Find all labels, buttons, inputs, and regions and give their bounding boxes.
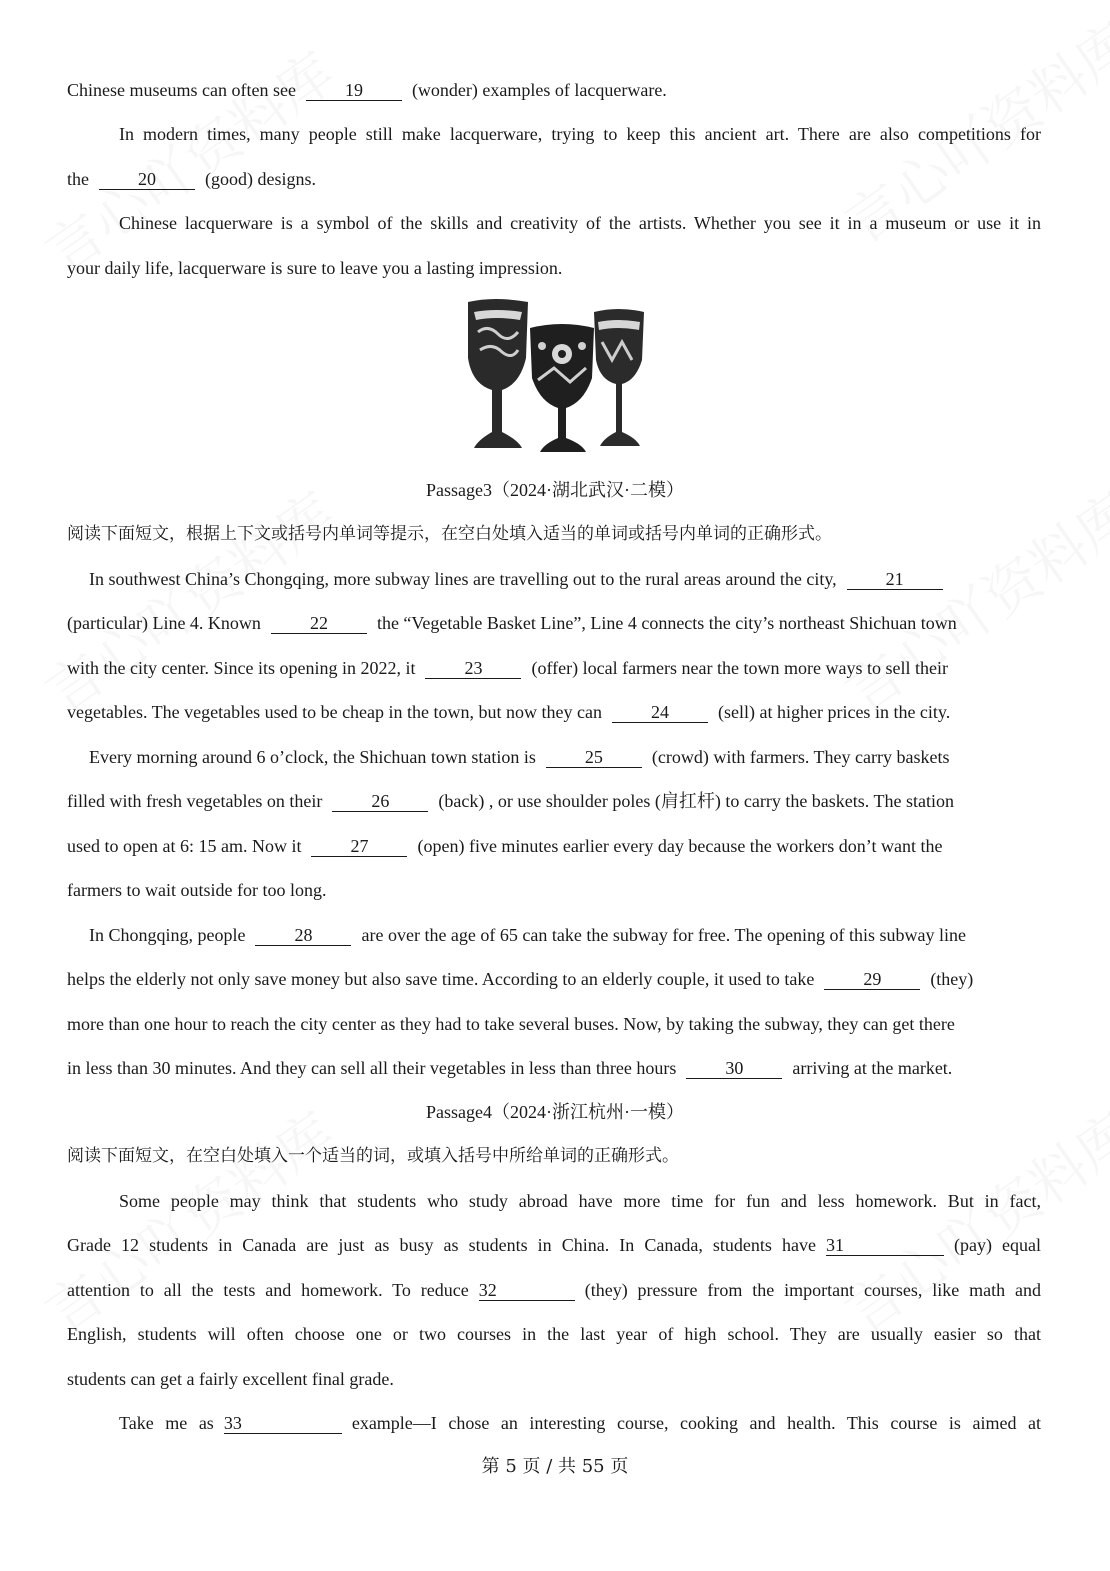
answer-blank-29[interactable]: 29	[824, 969, 920, 990]
answer-blank-20[interactable]: 20	[99, 169, 195, 190]
answer-blank-26[interactable]: 26	[332, 791, 428, 812]
answer-blank-27[interactable]: 27	[311, 836, 407, 857]
watermark	[827, 471, 1110, 729]
text-line: the 20 (good) designs.	[67, 169, 316, 189]
text-line: farmers to wait outside for too long.	[67, 880, 327, 900]
text-line: English, students will often choose one or two courses in the last year of high school. They are usually easier so that	[67, 1324, 1041, 1344]
lacquerware-goblets-image	[458, 298, 648, 458]
text-line: students can get a fairly excellent final grade.	[67, 1369, 394, 1389]
text-line: In Chongqing, people 28 are over the age of 65 can take the subway for free. The opening of this subway line	[89, 925, 966, 945]
text-line: Chinese museums can often see 19 (wonder) examples of lacquerware.	[67, 80, 667, 100]
text-line: more than one hour to reach the city center as they had to take several buses. Now, by taking the subway, they can get there	[67, 1014, 955, 1034]
passage3-instruction: 阅读下面短文，根据上下文或括号内单词等提示，在空白处填入适当的单词或括号内单词的正确形式。	[67, 524, 832, 544]
text-line: helps the elderly not only save money but also save time. According to an elderly couple, it used to take 29 (they)	[67, 969, 974, 989]
passage3-title: Passage3（2024·湖北武汉·二模）	[426, 480, 684, 500]
answer-blank-30[interactable]: 30	[686, 1058, 782, 1079]
text-line: Grade 12 students in Canada are just as busy as students in China. In Canada, students have 31 (pay) equal	[67, 1235, 1041, 1255]
answer-blank-25[interactable]: 25	[546, 747, 642, 768]
text-line: Chinese lacquerware is a symbol of the skills and creativity of the artists. Whether you see it in a museum or use it in	[119, 213, 1041, 233]
text-line: attention to all the tests and homework. To reduce 32 (they) pressure from the important courses, like math and	[67, 1280, 1041, 1300]
watermark	[27, 31, 348, 289]
answer-blank-31[interactable]: 31	[826, 1235, 944, 1256]
answer-blank-33[interactable]: 33	[224, 1413, 342, 1434]
passage4-title: Passage4（2024·浙江杭州·一模）	[426, 1102, 684, 1122]
text-line: Take me as 33 example—I chose an interesting course, cooking and health. This course is aimed at	[119, 1413, 1041, 1433]
text-line: In southwest China’s Chongqing, more subway lines are travelling out to the rural areas around the city, 21	[89, 567, 1065, 591]
text-line: Some people may think that students who study abroad have more time for fun and less homework. But in fact,	[119, 1191, 1041, 1211]
text-line: used to open at 6: 15 am. Now it 27 (open) five minutes earlier every day because the workers don’t want the	[67, 836, 943, 856]
watermark	[27, 1091, 348, 1349]
text-line: with the city center. Since its opening in 2022, it 23 (offer) local farmers near the town more ways to sell their	[67, 658, 948, 678]
text-line: In modern times, many people still make lacquerware, trying to keep this ancient art. There are also competitions for	[119, 124, 1041, 144]
text-line: in less than 30 minutes. And they can sell all their vegetables in less than three hours 30 arriving at the market.	[67, 1058, 953, 1078]
text-line: (particular) Line 4. Known 22 the “Vegetable Basket Line”, Line 4 connects the city’s northeast Shichuan town	[67, 613, 957, 633]
watermark	[827, 1091, 1110, 1349]
text-line: vegetables. The vegetables used to be cheap in the town, but now they can 24 (sell) at higher prices in the city.	[67, 702, 951, 722]
answer-blank-28[interactable]: 28	[255, 925, 351, 946]
watermark	[27, 471, 348, 729]
page-footer: 第 5 页 / 共 55 页	[481, 1456, 629, 1477]
answer-blank-24[interactable]: 24	[612, 702, 708, 723]
answer-blank-23[interactable]: 23	[425, 658, 521, 679]
text-line: your daily life, lacquerware is sure to leave you a lasting impression.	[67, 258, 563, 278]
passage4-instruction: 阅读下面短文，在空白处填入一个适当的词，或填入括号中所给单词的正确形式。	[67, 1146, 679, 1166]
text-line: filled with fresh vegetables on their 26 (back) , or use shoulder poles (肩扛杆) to carry the baskets. The station	[67, 791, 954, 811]
answer-blank-22[interactable]: 22	[271, 613, 367, 634]
answer-blank-21[interactable]: 21	[847, 569, 943, 590]
answer-blank-32[interactable]: 32	[479, 1280, 575, 1301]
text-line: Every morning around 6 o’clock, the Shichuan town station is 25 (crowd) with farmers. They carry baskets	[89, 747, 950, 767]
answer-blank-19[interactable]: 19	[306, 80, 402, 101]
